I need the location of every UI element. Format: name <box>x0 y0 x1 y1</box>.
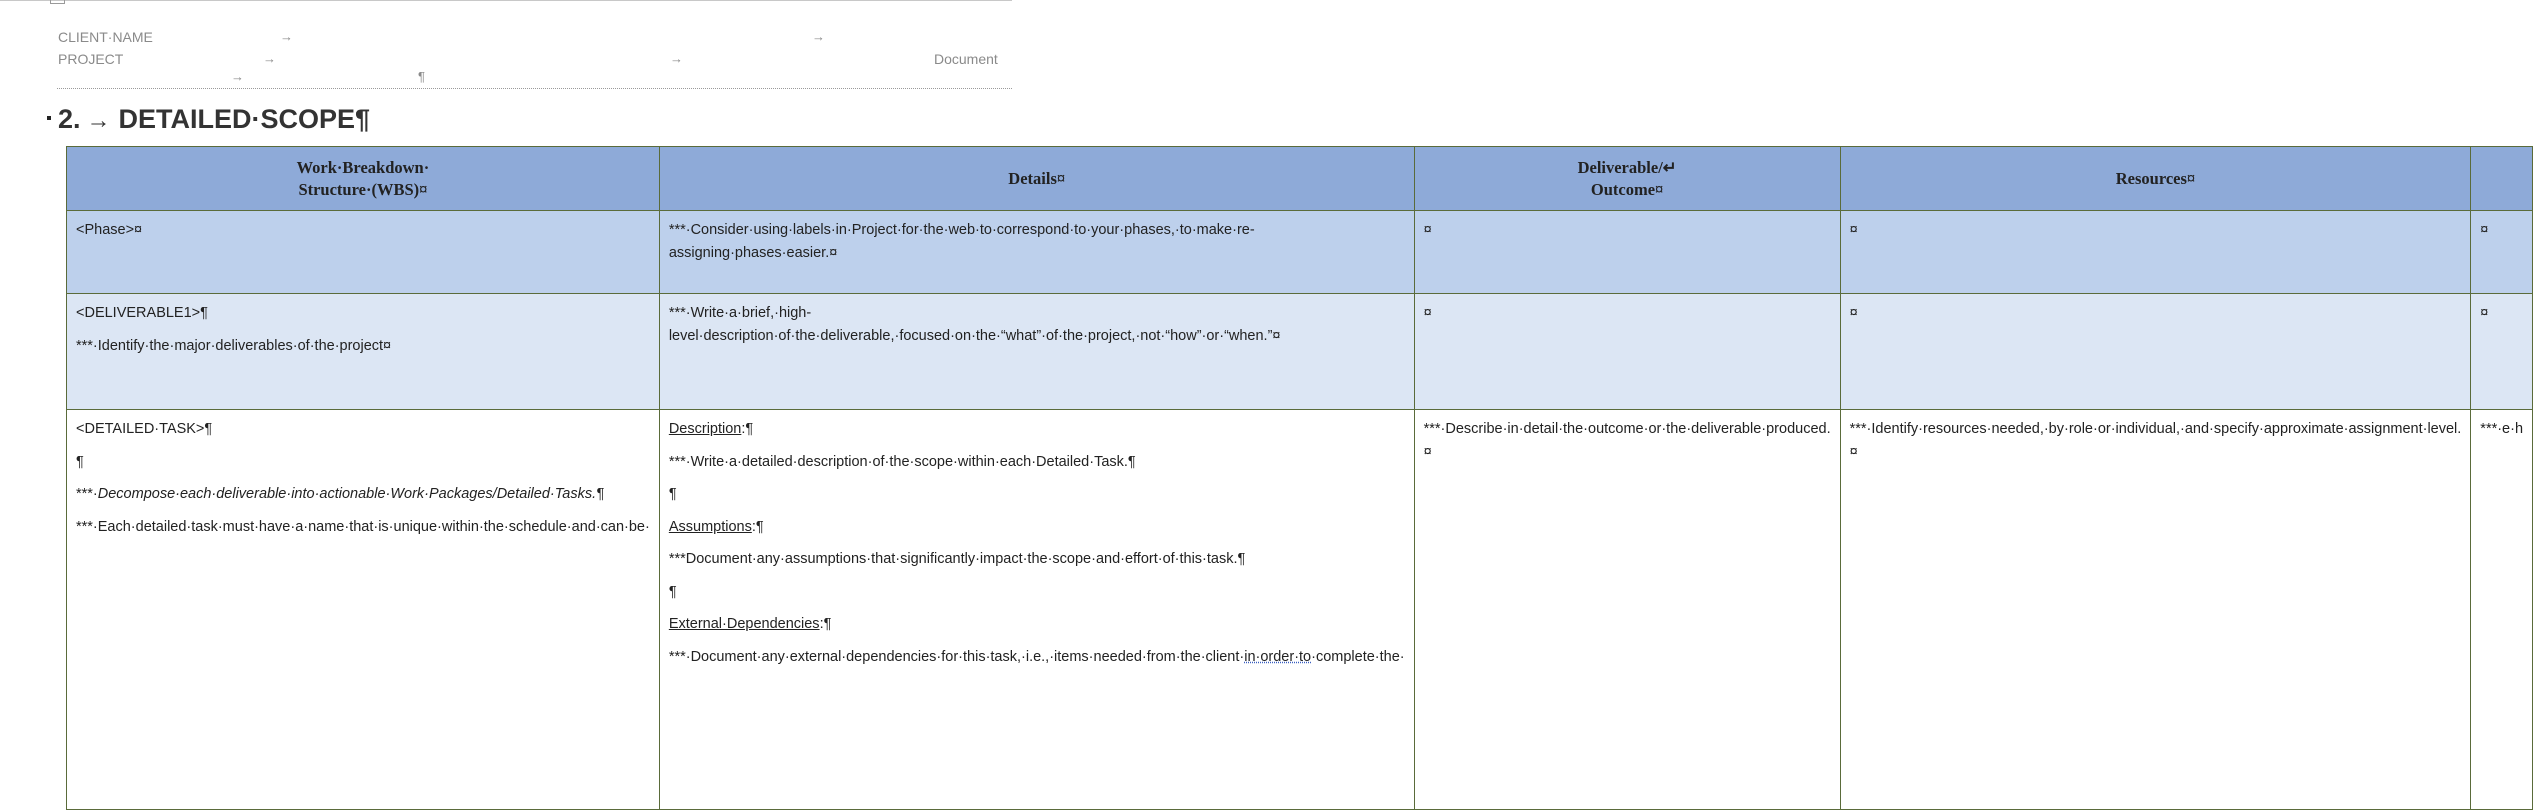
task-details-cell[interactable] <box>659 410 1414 810</box>
description-label: Description:¶ <box>668 421 754 437</box>
header-extra[interactable] <box>2471 147 2533 211</box>
tab-arrow-icon: → <box>86 107 111 134</box>
phase-details-cell[interactable]: ***·Consider·using·labels·in·Project·for·the·web·to·correspond·to·your·phases,·to·make·re-assigning·phases·easier.¤ <box>659 211 1414 294</box>
tab-arrow-icon: → <box>231 69 244 84</box>
keep-with-next-marker <box>47 116 51 120</box>
phase-extra-cell[interactable]: ¤ <box>2471 211 2533 294</box>
description-text: ***·Write·a·detailed·description·of·the·scope·within·each·Detailed·Task.¶ <box>668 453 1136 470</box>
deliverable-extra-cell[interactable]: ¤ <box>2471 294 2533 410</box>
header-wbs[interactable]: Work·Breakdown· Structure·(WBS)¤ <box>67 147 660 211</box>
table-row-task <box>67 410 2533 810</box>
tab-arrow-icon: → <box>670 51 683 66</box>
table-header-row <box>67 147 2533 211</box>
tab-arrow-icon: → <box>263 51 276 66</box>
tab-arrow-icon: → <box>812 29 825 44</box>
task-extra-cell[interactable]: ***·e·h <box>2471 410 2533 810</box>
assumptions-text: ***Document·any·assumptions·that·significantly·impact·the·scope·and·effort·of·this·task.¶ <box>668 551 1246 567</box>
header-details[interactable]: Details¤ <box>659 147 1414 211</box>
deliverable-deliverable-cell[interactable]: ¤ <box>1414 294 1840 410</box>
header-resources[interactable]: Resources¤ <box>1840 147 2471 211</box>
deliverable-title: <DELIVERABLE1>¶ <box>76 305 208 321</box>
pilcrow-mark: ¶ <box>668 486 677 502</box>
task-note: ***·Decompose·each·deliverable·into·actionable·Work·Packages/Detailed·Tasks.¶ <box>76 486 604 502</box>
external-dependencies-label: External·Dependencies:¶ <box>668 616 832 632</box>
header-document: Document <box>934 51 998 67</box>
top-border <box>0 0 1012 1</box>
header-deliverable[interactable]: Deliverable/↵ Outcome¤ <box>1414 147 1840 211</box>
tab-arrow-icon: → <box>280 29 293 44</box>
header-divider <box>57 88 1012 89</box>
assumptions-label: Assumptions:¶ <box>668 518 764 535</box>
task-deliverable-cell[interactable]: ***·Describe·in·detail·the·outcome·or·the·deliverable·produced.¤ <box>1414 410 1840 810</box>
phase-deliverable-cell[interactable]: ¤ <box>1414 211 1840 294</box>
task-resources-cell[interactable]: ***·Identify·resources·needed,·by·role·or·individual,·and·specify·approximate·assignment·level.¤ <box>1840 410 2471 810</box>
table-row-phase <box>67 211 2533 294</box>
external-dependencies-text: ***·Document·any·external·dependencies·for·this·task,·i.e.,·items·needed·from·the·client·in·order·to·complete·the· <box>668 648 1405 665</box>
pilcrow-mark: ¶ <box>418 69 425 84</box>
table-row-deliverable <box>67 294 2533 410</box>
deliverable-resources-cell[interactable]: ¤ <box>1840 294 2471 410</box>
pilcrow-mark: ¶ <box>76 453 84 470</box>
phase-resources-cell[interactable]: ¤ <box>1840 211 2471 294</box>
task-title: <DETAILED·TASK>¶ <box>76 421 213 437</box>
deliverable-wbs-cell[interactable] <box>67 294 660 410</box>
scope-table <box>66 146 2533 810</box>
task-wbs-cell[interactable] <box>67 410 660 810</box>
page-corner-mark <box>50 0 65 4</box>
header-client-name: CLIENT·NAME <box>58 29 153 45</box>
section-heading[interactable] <box>58 104 370 135</box>
pilcrow-mark: ¶ <box>668 583 677 600</box>
task-note-2: ***·Each·detailed·task·must·have·a·name·that·is·unique·within·the·schedule·and·can·be· <box>76 518 650 535</box>
header-project: PROJECT <box>58 51 124 67</box>
section-title: DETAILED·SCOPE¶ <box>118 104 371 134</box>
section-number: 2. <box>58 104 81 134</box>
phase-wbs-cell[interactable]: <Phase>¤ <box>67 211 660 294</box>
deliverable-details-cell[interactable]: ***·Write·a·brief,·high-level·description·of·the·deliverable,·focused·on·the·“what”·of·the·project,·not·“how”·or·“when.”¤ <box>659 294 1414 410</box>
deliverable-note: ***·Identify·the·major·deliverables·of·the·project¤ <box>76 337 392 354</box>
